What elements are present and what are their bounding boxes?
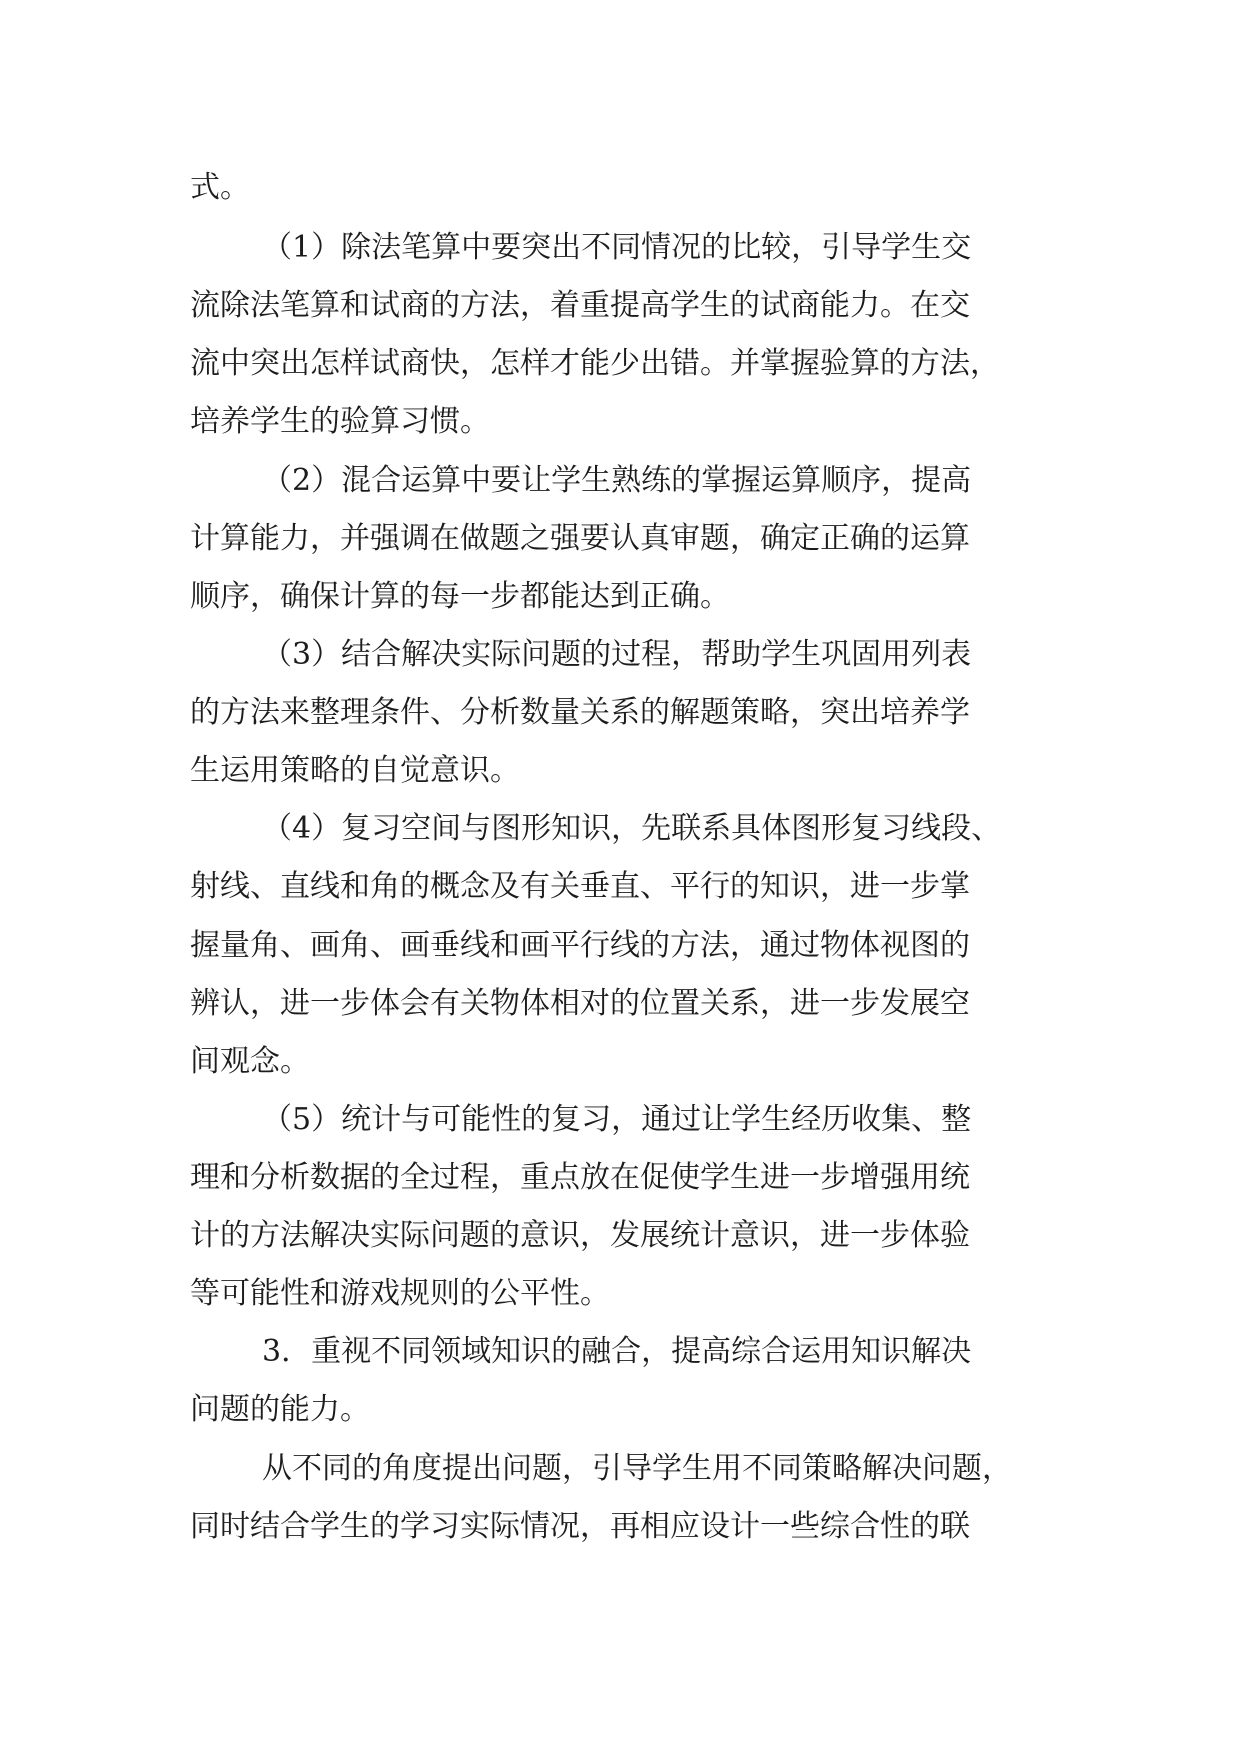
text-line: 流中突出怎样试商快，怎样才能少出错。并掌握验算的方法，: [190, 346, 1000, 381]
text-line: 间观念。: [190, 1044, 310, 1079]
text-line: 同时结合学生的学习实际情况，再相应设计一些综合性的联: [190, 1509, 970, 1544]
text-line: 从不同的角度提出问题，引导学生用不同策略解决问题，: [262, 1451, 1012, 1486]
text-line: 3．重视不同领域知识的融合，提高综合运用知识解决: [262, 1334, 972, 1369]
text-line: 计的方法解决实际问题的意识，发展统计意识，进一步体验: [190, 1218, 970, 1253]
text-line: 流除法笔算和试商的方法，着重提高学生的试商能力。在交: [190, 288, 970, 323]
text-line: 辨认，进一步体会有关物体相对的位置关系，进一步发展空: [190, 986, 970, 1021]
text-line: （4）复习空间与图形知识，先联系具体图形复习线段、: [262, 811, 1002, 846]
text-line: 握量角、画角、画垂线和画平行线的方法，通过物体视图的: [190, 928, 970, 963]
text-line: 的方法来整理条件、分析数量关系的解题策略，突出培养学: [190, 695, 970, 730]
text-line: （5）统计与可能性的复习，通过让学生经历收集、整: [262, 1102, 972, 1137]
text-line: 式。: [190, 170, 250, 205]
text-line: 计算能力，并强调在做题之强要认真审题，确定正确的运算: [190, 521, 970, 556]
text-line: 生运用策略的自觉意识。: [190, 753, 520, 788]
text-line: 培养学生的验算习惯。: [190, 404, 490, 439]
text-line: 射线、直线和角的概念及有关垂直、平行的知识，进一步掌: [190, 869, 970, 904]
text-line: （1）除法笔算中要突出不同情况的比较，引导学生交: [262, 230, 972, 265]
text-line: 问题的能力。: [190, 1392, 370, 1427]
text-line: 理和分析数据的全过程，重点放在促使学生进一步增强用统: [190, 1160, 970, 1195]
text-line: 顺序，确保计算的每一步都能达到正确。: [190, 579, 730, 614]
text-line: 等可能性和游戏规则的公平性。: [190, 1276, 610, 1311]
text-line: （3）结合解决实际问题的过程，帮助学生巩固用列表: [262, 637, 972, 672]
text-line: （2）混合运算中要让学生熟练的掌握运算顺序，提高: [262, 463, 972, 498]
